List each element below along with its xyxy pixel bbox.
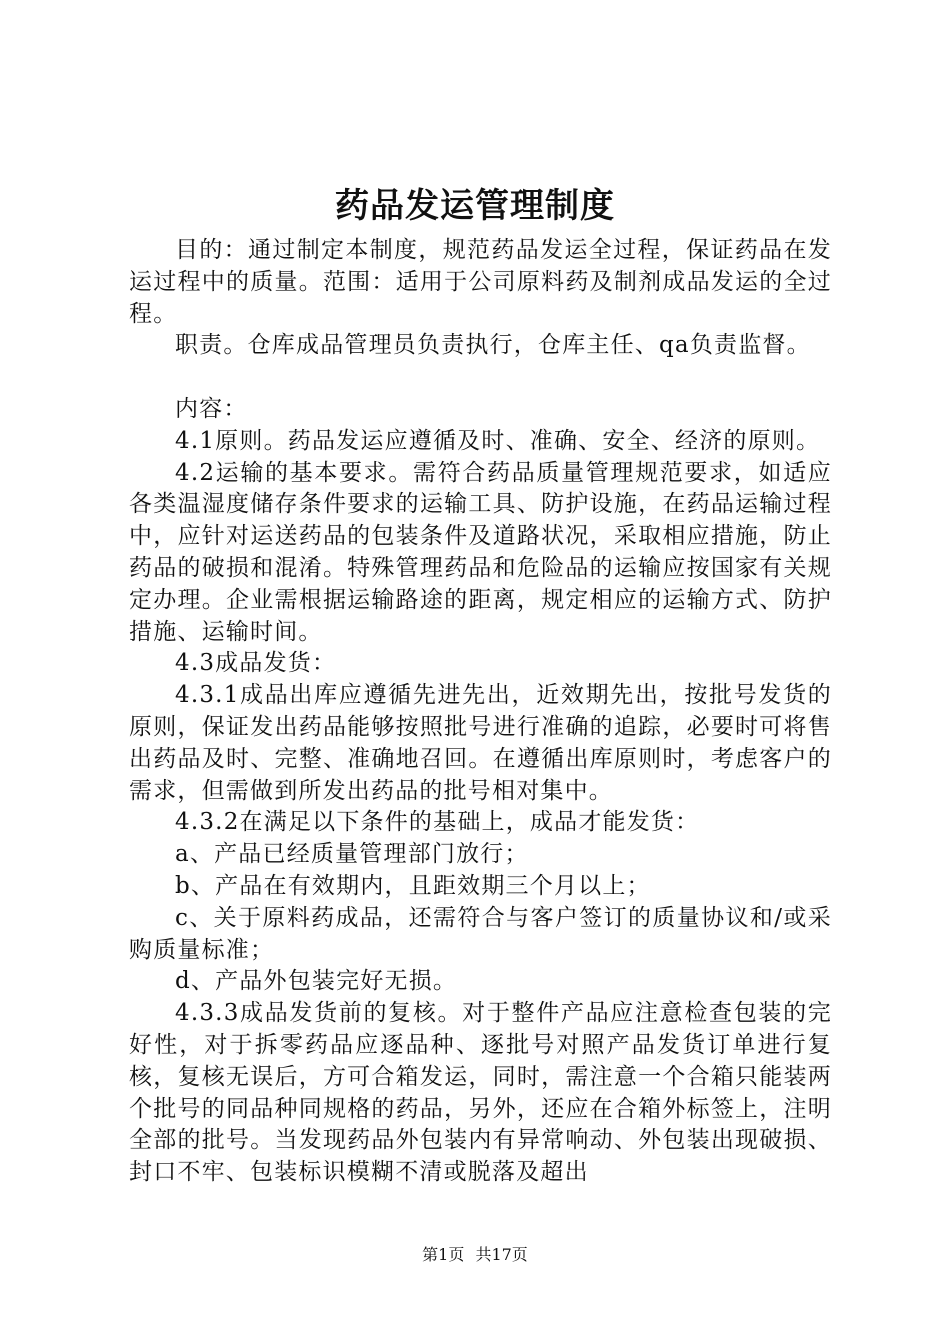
paragraph-4-1: 4.1原则。药品发运应遵循及时、准确、安全、经济的原则。: [175, 427, 821, 454]
list-item-d: d、产品外包装完好无损。: [175, 968, 458, 995]
paragraph-4-3: 4.3成品发货：: [175, 650, 337, 677]
paragraph-4-3-1: 4.3.1成品出库应遵循先进先出，近效期先出，按批号发货的原则，保证发出药品能够按照批号进行准确的追踪，必要时可将售出药品及时、完整、准确地召回。在遵循出库原则时，考虑客户的需求，但需做到所发出药品的批号相对集中。: [129, 682, 832, 804]
paragraph-content-heading: 内容：: [175, 395, 248, 422]
paragraph-4-3-2: 4.3.2在满足以下条件的基础上，成品才能发货：: [175, 809, 700, 836]
document-title: 药品发运管理制度: [335, 186, 615, 226]
paragraph-purpose: 目的：通过制定本制度，规范药品发运全过程，保证药品在发运过程中的质量。范围：适用于公司原料药及制剂成品发运的全过程。: [129, 237, 832, 327]
page-number-footer: 第1页 共17页: [422, 1245, 528, 1264]
paragraph-4-2: 4.2运输的基本要求。需符合药品质量管理规范要求，如适应各类温湿度储存条件要求的运输工具、防护设施，在药品运输过程中，应针对运送药品的包装条件及道路状况，采取相应措施，防止药品的破损和混淆。特殊管理药品和危险品的运输应按国家有关规定办理。企业需根据运输路途的距离，规定相应的运输方式、防护措施、运输时间。: [129, 459, 832, 645]
document-body: [129, 235, 832, 1189]
list-item-b: b、产品在有效期内，且距效期三个月以上；: [175, 872, 651, 899]
paragraph-responsibility: 职责。仓库成品管理员负责执行，仓库主任、qa负责监督。: [175, 332, 811, 359]
paragraph-4-3-3: 4.3.3成品发货前的复核。对于整件产品应注意检查包装的完好性，对于拆零药品应逐品种、逐批号对照产品发货订单进行复核，复核无误后，方可合箱发运，同时，需注意一个合箱只能装两个批号的同品种同规格的药品，另外，还应在合箱外标签上，注明全部的批号。当发现药品外包装内有异常响动、外包装出现破损、封口不牢、包装标识模糊不清或脱落及超出: [129, 1000, 832, 1186]
blank-line: [129, 362, 832, 394]
list-item-c: c、关于原料药成品，还需符合与客户签订的质量协议和/或采购质量标准；: [129, 904, 832, 963]
list-item-a: a、产品已经质量管理部门放行；: [175, 841, 529, 868]
